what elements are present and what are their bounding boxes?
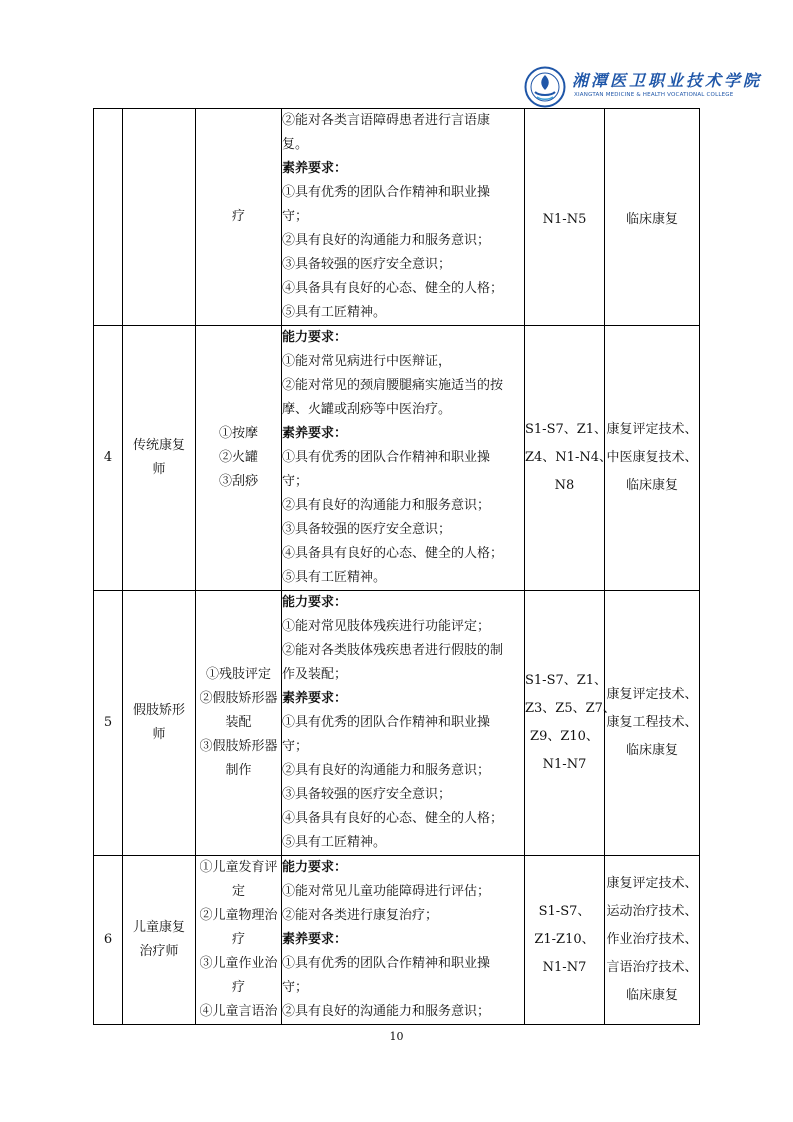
standard-line: Z3、Z5、Z7、	[525, 701, 616, 716]
requirement-line: ③具备较强的医疗安全意识；	[282, 257, 452, 272]
work-task-line: 装配	[225, 715, 252, 730]
courses-cell	[605, 109, 700, 326]
requirement-line: 摩、火罐或刮痧等中医治疗。	[282, 402, 452, 417]
requirement-line: ④具备具有良好的心态、健全的人格；	[282, 546, 504, 561]
table-row	[94, 856, 700, 1025]
course-line: 康复评定技术、	[606, 422, 698, 437]
work-task-line: ①儿童发育评	[199, 860, 278, 875]
work-task-line: ③儿童作业治	[199, 956, 278, 971]
course-line: 临床康复	[625, 478, 678, 493]
page-number: 10	[389, 1030, 404, 1043]
requirement-line: ②能对各类言语障碍患者进行言语康	[282, 113, 491, 128]
work-task-cell	[196, 856, 282, 1025]
standard-line: N1-N5	[542, 212, 587, 227]
requirement-heading: 能力要求：	[282, 860, 348, 875]
standards-cell	[525, 856, 605, 1025]
requirement-line: 复。	[282, 137, 309, 152]
job-title-cell	[123, 109, 196, 326]
standard-line: N1-N7	[542, 960, 587, 975]
requirement-heading: 素养要求：	[282, 161, 348, 176]
requirement-line: ④具备具有良好的心态、健全的人格；	[282, 811, 504, 826]
work-task-line: ①残肢评定	[205, 667, 271, 682]
requirement-heading: 能力要求：	[282, 330, 348, 345]
requirement-line: ⑤具有工匠精神。	[282, 305, 387, 320]
work-task-line: ②假肢矫形器	[199, 691, 278, 706]
requirement-heading: 素养要求：	[282, 426, 348, 441]
job-title-cell	[123, 856, 196, 1025]
course-line: 言语治疗技术、	[606, 960, 698, 975]
job-title-cell	[123, 591, 196, 856]
course-line: 临床康复	[625, 743, 678, 758]
requirement-line: ①具有优秀的团队合作精神和职业操	[282, 715, 491, 730]
work-task-line: ③刮痧	[218, 474, 258, 489]
requirement-line: ②能对各类进行康复治疗；	[282, 908, 439, 923]
requirements-cell	[282, 856, 525, 1025]
course-line: 临床康复	[625, 988, 678, 1003]
work-task-line: ①按摩	[218, 426, 258, 441]
work-task-line: ③假肢矫形器	[199, 739, 278, 754]
course-line: 康复评定技术、	[606, 876, 698, 891]
row-number: 6	[103, 932, 113, 947]
course-line: 康复评定技术、	[606, 687, 698, 702]
requirement-line: ⑤具有工匠精神。	[282, 570, 387, 585]
requirements-cell	[282, 591, 525, 856]
standard-line: S1-S7、Z1、	[525, 673, 608, 688]
courses-cell	[605, 591, 700, 856]
requirement-line: ④具备具有良好的心态、健全的人格；	[282, 281, 504, 296]
job-title-line: 传统康复	[132, 438, 185, 453]
work-task-line: ②儿童物理治	[199, 908, 278, 923]
college-emblem-icon	[524, 66, 566, 108]
requirement-line: ①能对常见儿童功能障碍进行评估；	[282, 884, 491, 899]
job-title-line: 师	[152, 727, 166, 742]
course-line: 康复工程技术、	[606, 715, 698, 730]
work-task-cell	[196, 109, 282, 326]
requirement-line: ①能对常见肢体残疾进行功能评定；	[282, 619, 491, 634]
requirement-line: ②具有良好的沟通能力和服务意识；	[282, 233, 491, 248]
job-title-line: 儿童康复	[132, 920, 185, 935]
requirement-line: ①具有优秀的团队合作精神和职业操	[282, 450, 491, 465]
table-row	[94, 591, 700, 856]
work-task-line: ②火罐	[218, 450, 258, 465]
requirement-line: 守；	[282, 209, 309, 224]
job-title-line: 假肢矫形	[132, 703, 185, 718]
requirement-line: ①具有优秀的团队合作精神和职业操	[282, 185, 491, 200]
row-number-cell	[94, 326, 123, 591]
standard-line: N8	[554, 478, 575, 493]
requirement-line: 守；	[282, 980, 309, 995]
requirement-line: ①具有优秀的团队合作精神和职业操	[282, 956, 491, 971]
college-logo	[524, 66, 763, 108]
requirement-line: ②能对各类肢体残疾患者进行假肢的制	[282, 643, 504, 658]
standard-line: N1-N7	[542, 757, 587, 772]
row-number-cell	[94, 856, 123, 1025]
requirements-cell	[282, 326, 525, 591]
requirement-line: ⑤具有工匠精神。	[282, 835, 387, 850]
standard-line: S1-S7、Z1、	[525, 422, 608, 437]
requirement-line: ②能对常见的颈肩腰腿痛实施适当的按	[282, 378, 504, 393]
courses-cell	[605, 856, 700, 1025]
college-name: 湘潭医卫职业技术学院	[572, 71, 763, 90]
work-task-line: 定	[231, 884, 245, 899]
requirement-heading: 素养要求：	[282, 691, 348, 706]
requirement-line: ①能对常见病进行中医辩证，	[282, 354, 452, 369]
requirement-line: 守；	[282, 739, 309, 754]
job-title-line: 治疗师	[139, 944, 179, 959]
work-task-line: 疗	[231, 980, 245, 995]
standards-cell	[525, 109, 605, 326]
course-line: 临床康复	[625, 212, 678, 227]
course-line: 中医康复技术、	[606, 450, 698, 465]
requirement-line: ②具有良好的沟通能力和服务意识；	[282, 498, 491, 513]
work-task-line: 疗	[231, 209, 245, 224]
standard-line: S1-S7、	[538, 904, 591, 919]
requirement-line: 作及装配；	[282, 667, 348, 682]
requirement-line: ②具有良好的沟通能力和服务意识；	[282, 1004, 491, 1019]
requirement-line: 守；	[282, 474, 309, 489]
course-line: 运动治疗技术、	[606, 904, 698, 919]
standard-line: Z1-Z10、	[534, 932, 595, 947]
work-task-cell	[196, 591, 282, 856]
courses-cell	[605, 326, 700, 591]
work-task-line: ④儿童言语治	[199, 1004, 278, 1019]
row-number: 4	[103, 450, 113, 465]
row-number-cell	[94, 109, 123, 326]
work-task-cell	[196, 326, 282, 591]
requirement-line: ③具备较强的医疗安全意识；	[282, 787, 452, 802]
table-row	[94, 109, 700, 326]
job-title-cell	[123, 326, 196, 591]
course-line: 作业治疗技术、	[606, 932, 698, 947]
requirement-heading: 能力要求：	[282, 595, 348, 610]
requirement-line: ③具备较强的医疗安全意识；	[282, 522, 452, 537]
work-task-line: 制作	[225, 763, 252, 778]
table-row	[94, 326, 700, 591]
requirements-cell	[282, 109, 525, 326]
curriculum-table	[93, 108, 700, 1025]
row-number: 5	[103, 715, 113, 730]
college-name-en: XIANGTAN MEDICINE & HEALTH VOCATIONAL COLLEGE	[574, 92, 734, 98]
job-title-line: 师	[152, 462, 166, 477]
standard-line: Z4、N1-N4、	[525, 450, 612, 465]
requirement-heading: 素养要求：	[282, 932, 348, 947]
standards-cell	[525, 326, 612, 591]
row-number-cell	[94, 591, 123, 856]
requirement-line: ②具有良好的沟通能力和服务意识；	[282, 763, 491, 778]
standard-line: Z9、Z10、	[530, 729, 599, 744]
standards-cell	[525, 591, 616, 856]
work-task-line: 疗	[231, 932, 245, 947]
